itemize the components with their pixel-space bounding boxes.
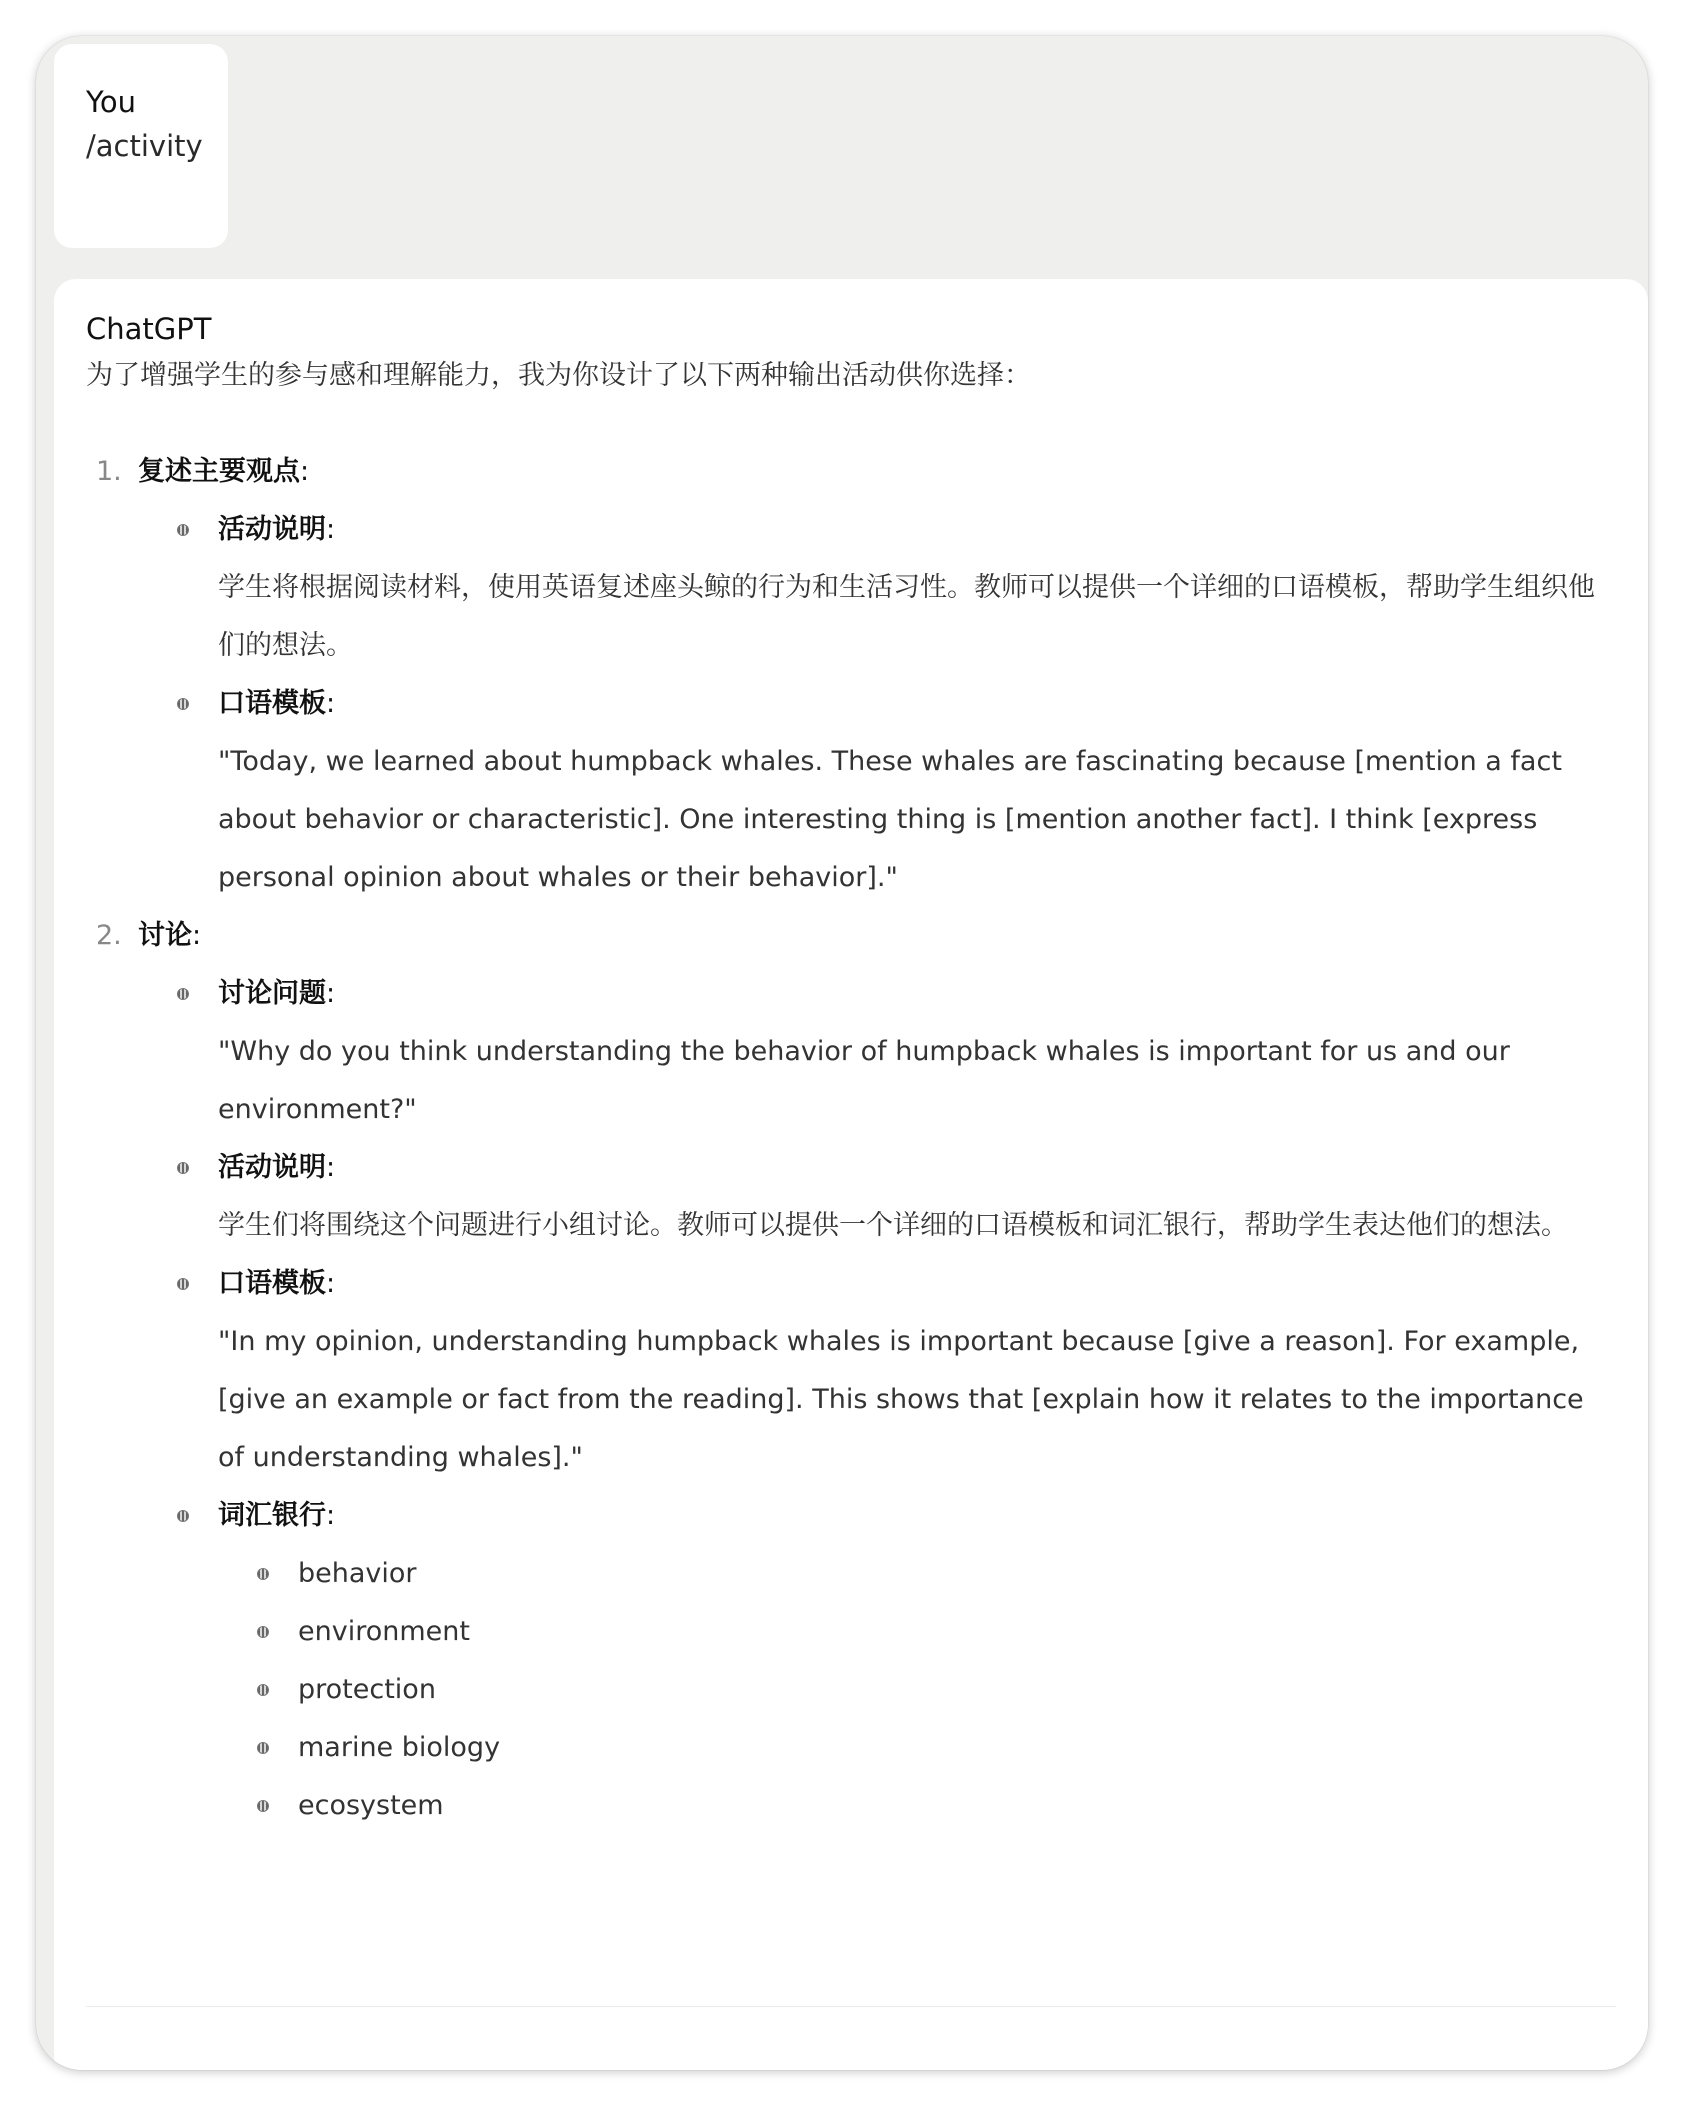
- detail-label: [218, 1487, 1616, 1545]
- vocab-word: ecosystem: [298, 1790, 444, 1821]
- vocab-item: [298, 1661, 1616, 1719]
- vocab-word: environment: [298, 1616, 470, 1647]
- activity-list: [86, 443, 1616, 1835]
- activity-detail: [218, 1139, 1616, 1255]
- activity-title: 复述主要观点: [138, 456, 300, 487]
- detail-label-colon: :: [326, 688, 336, 719]
- activity-item: [86, 907, 1616, 1835]
- vocab-bank-list: [218, 1545, 1616, 1835]
- detail-text: 学生们将围绕这个问题进行小组讨论。教师可以提供一个详细的口语模板和词汇银行，帮助学生表达他们的想法。: [218, 1210, 1568, 1241]
- activity-title-colon: :: [300, 456, 310, 487]
- vocab-item: [298, 1777, 1616, 1835]
- bullet-icon: [257, 1684, 269, 1696]
- bullet-icon: [177, 1162, 189, 1174]
- detail-label-text: 口语模板: [218, 688, 326, 719]
- bullet-icon: [177, 1278, 189, 1290]
- detail-text: 学生将根据阅读材料，使用英语复述座头鲸的行为和生活习性。教师可以提供一个详细的口语模板，帮助学生组织他们的想法。: [218, 572, 1595, 661]
- detail-label-text: 讨论问题: [218, 978, 326, 1009]
- detail-label: [218, 965, 1616, 1023]
- activity-title: 讨论: [138, 920, 192, 951]
- detail-label: [218, 1255, 1616, 1313]
- detail-label-text: 词汇银行: [218, 1500, 326, 1531]
- activity-number: 2.: [96, 920, 122, 951]
- activity-detail-list: [138, 501, 1616, 907]
- activity-detail: [218, 1255, 1616, 1487]
- vocab-item: [298, 1719, 1616, 1777]
- detail-label-colon: :: [326, 514, 336, 545]
- activity-heading: [138, 443, 1616, 501]
- vocab-word: behavior: [298, 1558, 417, 1589]
- detail-label-colon: :: [326, 978, 336, 1009]
- bullet-icon: [177, 698, 189, 710]
- activity-title-colon: :: [192, 920, 202, 951]
- detail-label: [218, 1139, 1616, 1197]
- vocab-item: [298, 1545, 1616, 1603]
- user-message: [54, 44, 228, 248]
- bullet-icon: [177, 1510, 189, 1522]
- detail-text: "In my opinion, understanding humpback whales is important because [give a reason]. For example, [give an example or fact from the reading]. This shows that [explain how it relates to the importance of understanding whales].": [218, 1326, 1584, 1473]
- detail-label-colon: :: [326, 1500, 336, 1531]
- vocab-word: marine biology: [298, 1732, 501, 1763]
- activity-heading: [138, 907, 1616, 965]
- bullet-icon: [257, 1800, 269, 1812]
- message-divider: [86, 2006, 1616, 2007]
- detail-text: "Today, we learned about humpback whales. These whales are fascinating because [mention a fact about behavior or characteristic]. One interesting thing is [mention another fact]. I think [express personal opinion about whales or their behavior].": [218, 746, 1562, 893]
- activity-detail: [218, 501, 1616, 675]
- assistant-message: [54, 279, 1648, 2070]
- activity-item: [86, 443, 1616, 907]
- detail-label-colon: :: [326, 1268, 336, 1299]
- chat-window: [36, 36, 1648, 2070]
- activity-detail: [218, 675, 1616, 907]
- bullet-icon: [257, 1626, 269, 1638]
- activity-number: 1.: [96, 456, 122, 487]
- user-message-text[interactable]: /activity: [86, 129, 203, 163]
- user-speaker-name: You: [86, 85, 136, 119]
- bullet-icon: [177, 988, 189, 1000]
- activity-detail: [218, 965, 1616, 1139]
- bullet-icon: [257, 1742, 269, 1754]
- bullet-icon: [177, 524, 189, 536]
- assistant-speaker-name: ChatGPT: [86, 312, 212, 346]
- detail-label: [218, 675, 1616, 733]
- vocab-item: [298, 1603, 1616, 1661]
- detail-label-text: 活动说明: [218, 514, 326, 545]
- activity-detail: [218, 1487, 1616, 1835]
- detail-label-text: 活动说明: [218, 1152, 326, 1183]
- vocab-word: protection: [298, 1674, 436, 1705]
- detail-label: [218, 501, 1616, 559]
- detail-label-text: 口语模板: [218, 1268, 326, 1299]
- detail-text: "Why do you think understanding the behavior of humpback whales is important for us and our environment?": [218, 1036, 1510, 1125]
- detail-label-colon: :: [326, 1152, 336, 1183]
- bullet-icon: [257, 1568, 269, 1580]
- assistant-intro: 为了增强学生的参与感和理解能力，我为你设计了以下两种输出活动供你选择：: [86, 360, 1031, 391]
- activity-detail-list: [138, 965, 1616, 1835]
